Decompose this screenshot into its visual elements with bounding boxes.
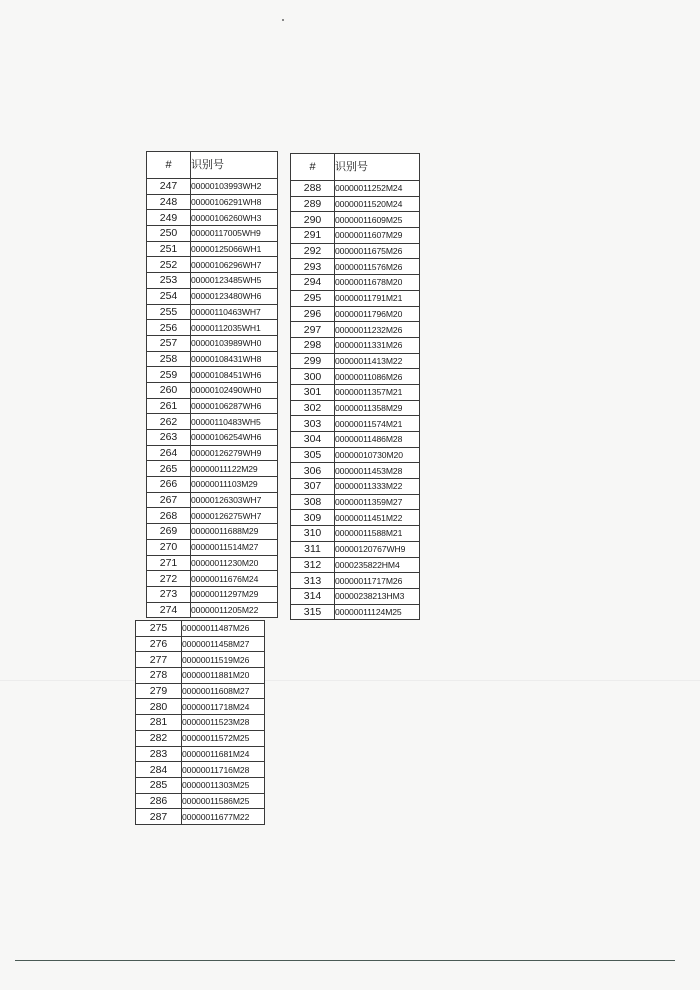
row-number: 254 (147, 288, 191, 304)
row-identifier: 00000102490WH0 (191, 382, 278, 398)
table-row (147, 477, 278, 493)
table-row (291, 369, 420, 385)
row-number: 249 (147, 210, 191, 226)
table-header-row (147, 152, 278, 179)
row-number: 286 (136, 793, 182, 809)
table-row (136, 699, 265, 715)
table-row (147, 571, 278, 587)
row-identifier: 00000103993WH2 (191, 179, 278, 195)
row-number: 282 (136, 730, 182, 746)
table-row (291, 479, 420, 495)
row-identifier: 00000117005WH9 (191, 226, 278, 242)
row-identifier: 00000011607M29 (335, 228, 420, 244)
table-row (147, 257, 278, 273)
row-number: 279 (136, 683, 182, 699)
row-number: 301 (291, 384, 335, 400)
row-identifier: 00000011678M20 (335, 275, 420, 291)
row-number: 258 (147, 351, 191, 367)
row-identifier: 00000108431WH8 (191, 351, 278, 367)
table-header-row (291, 154, 420, 181)
row-number: 305 (291, 447, 335, 463)
row-number: 262 (147, 414, 191, 430)
table-row (147, 414, 278, 430)
row-number: 252 (147, 257, 191, 273)
table-row (291, 510, 420, 526)
row-number: 290 (291, 212, 335, 228)
table-row (291, 416, 420, 432)
table-row (136, 621, 265, 637)
table-row (291, 353, 420, 369)
row-identifier: 00000011586M25 (182, 793, 265, 809)
row-identifier: 00000011520M24 (335, 196, 420, 212)
table-row (136, 793, 265, 809)
table-row (147, 320, 278, 336)
row-identifier: 00000011230M20 (191, 555, 278, 571)
table-row (147, 430, 278, 446)
row-number: 275 (136, 621, 182, 637)
table-row (291, 432, 420, 448)
row-identifier: 00000011716M28 (182, 762, 265, 778)
row-identifier: 00000011086M26 (335, 369, 420, 385)
row-number: 283 (136, 746, 182, 762)
row-identifier: 00000110463WH7 (191, 304, 278, 320)
table-row (147, 524, 278, 540)
row-identifier: 00000106260WH3 (191, 210, 278, 226)
table-row (136, 715, 265, 731)
row-identifier: 00000011451M22 (335, 510, 420, 526)
row-number: 299 (291, 353, 335, 369)
row-number: 291 (291, 228, 335, 244)
row-number: 274 (147, 602, 191, 618)
row-identifier: 00000123485WH5 (191, 273, 278, 289)
table-row (291, 400, 420, 416)
table-row (147, 226, 278, 242)
table-row (147, 382, 278, 398)
table-row (291, 196, 420, 212)
table-row (291, 259, 420, 275)
table-row (291, 573, 420, 589)
table-row (147, 194, 278, 210)
table-row (136, 777, 265, 793)
row-number: 259 (147, 367, 191, 383)
row-number: 273 (147, 586, 191, 602)
row-identifier: 00000011303M25 (182, 777, 265, 793)
row-identifier: 00000011688M29 (191, 524, 278, 540)
table-row (291, 604, 420, 620)
table-row (147, 398, 278, 414)
table-row (147, 335, 278, 351)
row-number: 268 (147, 508, 191, 524)
row-identifier: 00000106291WH8 (191, 194, 278, 210)
table-row (136, 809, 265, 825)
row-number: 292 (291, 243, 335, 259)
table-row (147, 508, 278, 524)
row-number: 313 (291, 573, 335, 589)
table-row (147, 288, 278, 304)
footer-rule (15, 960, 675, 961)
row-number: 309 (291, 510, 335, 526)
row-identifier: 00000110483WH5 (191, 414, 278, 430)
row-identifier: 00000011333M22 (335, 479, 420, 495)
row-identifier: 00000108451WH6 (191, 367, 278, 383)
row-number: 253 (147, 273, 191, 289)
row-identifier: 00000011608M27 (182, 683, 265, 699)
table-row (291, 243, 420, 259)
row-identifier: 00000123480WH6 (191, 288, 278, 304)
id-column-header: 识别号 (191, 152, 278, 179)
row-number: 289 (291, 196, 335, 212)
id-table-left (146, 151, 278, 618)
table-row (291, 228, 420, 244)
row-identifier: 00000011458M27 (182, 636, 265, 652)
table-row (147, 461, 278, 477)
row-identifier: 00000011796M20 (335, 306, 420, 322)
table-row (291, 181, 420, 197)
row-identifier: 00000011523M28 (182, 715, 265, 731)
row-number: 297 (291, 322, 335, 338)
row-number: 302 (291, 400, 335, 416)
row-number: 311 (291, 541, 335, 557)
table-row (291, 337, 420, 353)
row-number: 303 (291, 416, 335, 432)
row-identifier: 00000112035WH1 (191, 320, 278, 336)
row-number: 296 (291, 306, 335, 322)
row-number: 272 (147, 571, 191, 587)
table-row (291, 494, 420, 510)
table-row (147, 351, 278, 367)
table-row (136, 652, 265, 668)
table-row (291, 463, 420, 479)
row-identifier: 00000011676M24 (191, 571, 278, 587)
row-number: 300 (291, 369, 335, 385)
table-row (147, 445, 278, 461)
row-number: 284 (136, 762, 182, 778)
row-identifier: 00000011718M24 (182, 699, 265, 715)
row-number: 280 (136, 699, 182, 715)
table-row (291, 306, 420, 322)
row-identifier: 00000106254WH6 (191, 430, 278, 446)
row-identifier: 00000011453M28 (335, 463, 420, 479)
row-number: 295 (291, 290, 335, 306)
row-number: 257 (147, 335, 191, 351)
table-row (136, 636, 265, 652)
num-column-header: # (147, 152, 191, 179)
row-identifier: 00000011487M26 (182, 621, 265, 637)
row-identifier: 00000011486M28 (335, 432, 420, 448)
row-identifier: 00000011576M26 (335, 259, 420, 275)
id-table-left-continued (135, 620, 265, 825)
row-number: 251 (147, 241, 191, 257)
row-identifier: 00000011359M27 (335, 494, 420, 510)
scan-speck (282, 19, 284, 21)
row-identifier: 00000011514M27 (191, 539, 278, 555)
row-number: 312 (291, 557, 335, 573)
row-number: 256 (147, 320, 191, 336)
row-identifier: 00000103989WH0 (191, 335, 278, 351)
row-number: 293 (291, 259, 335, 275)
row-identifier: 00000010730M20 (335, 447, 420, 463)
row-identifier: 00000011791M21 (335, 290, 420, 306)
row-identifier: 00000120767WH9 (335, 541, 420, 557)
row-identifier: 00000106296WH7 (191, 257, 278, 273)
row-identifier: 00000011122M29 (191, 461, 278, 477)
row-identifier: 00000011232M26 (335, 322, 420, 338)
row-number: 263 (147, 430, 191, 446)
table-row (291, 588, 420, 604)
row-number: 281 (136, 715, 182, 731)
table-row (291, 322, 420, 338)
row-identifier: 00000011609M25 (335, 212, 420, 228)
row-number: 260 (147, 382, 191, 398)
row-identifier: 00000011413M22 (335, 353, 420, 369)
table-row (147, 586, 278, 602)
row-number: 285 (136, 777, 182, 793)
row-number: 271 (147, 555, 191, 571)
row-number: 314 (291, 588, 335, 604)
table-row (136, 668, 265, 684)
row-number: 261 (147, 398, 191, 414)
row-number: 288 (291, 181, 335, 197)
row-identifier: 00000106287WH6 (191, 398, 278, 414)
table-row (147, 555, 278, 571)
table-row (136, 730, 265, 746)
row-number: 307 (291, 479, 335, 495)
row-number: 266 (147, 477, 191, 493)
row-number: 247 (147, 179, 191, 195)
table-row (291, 212, 420, 228)
table-row (291, 447, 420, 463)
row-identifier: 00000011358M29 (335, 400, 420, 416)
table-row (291, 290, 420, 306)
id-table-right (290, 153, 420, 620)
row-identifier: 00000011574M21 (335, 416, 420, 432)
row-identifier: 00000011717M26 (335, 573, 420, 589)
row-number: 278 (136, 668, 182, 684)
table-row (136, 762, 265, 778)
row-number: 248 (147, 194, 191, 210)
fold-line (0, 680, 700, 681)
row-identifier: 00000011357M21 (335, 384, 420, 400)
row-identifier: 00000126275WH7 (191, 508, 278, 524)
row-identifier: 00000011103M29 (191, 477, 278, 493)
row-identifier: 00000011519M26 (182, 652, 265, 668)
row-number: 287 (136, 809, 182, 825)
row-number: 304 (291, 432, 335, 448)
table-row (291, 541, 420, 557)
row-number: 306 (291, 463, 335, 479)
table-row (147, 304, 278, 320)
row-identifier: 00000011252M24 (335, 181, 420, 197)
row-identifier: 00000126279WH9 (191, 445, 278, 461)
table-row (291, 384, 420, 400)
row-identifier: 00000011588M21 (335, 526, 420, 542)
row-number: 250 (147, 226, 191, 242)
row-identifier: 00000011681M24 (182, 746, 265, 762)
table-row (291, 557, 420, 573)
row-number: 265 (147, 461, 191, 477)
row-identifier: 00000011572M25 (182, 730, 265, 746)
table-row (147, 273, 278, 289)
row-identifier: 00000238213HM3 (335, 588, 420, 604)
row-number: 315 (291, 604, 335, 620)
table-row (136, 746, 265, 762)
row-identifier: 00000126303WH7 (191, 492, 278, 508)
row-identifier: 00000125066WH1 (191, 241, 278, 257)
row-identifier: 0000235822HM4 (335, 557, 420, 573)
row-identifier: 00000011331M26 (335, 337, 420, 353)
row-number: 264 (147, 445, 191, 461)
row-identifier: 00000011205M22 (191, 602, 278, 618)
row-number: 269 (147, 524, 191, 540)
num-column-header: # (291, 154, 335, 181)
row-number: 270 (147, 539, 191, 555)
table-row (147, 179, 278, 195)
table-row (147, 539, 278, 555)
row-identifier: 00000011297M29 (191, 586, 278, 602)
table-row (136, 683, 265, 699)
row-number: 308 (291, 494, 335, 510)
row-number: 310 (291, 526, 335, 542)
table-row (147, 602, 278, 618)
table-row (147, 492, 278, 508)
table-row (147, 210, 278, 226)
row-number: 267 (147, 492, 191, 508)
id-column-header: 识别号 (335, 154, 420, 181)
row-identifier: 00000011124M25 (335, 604, 420, 620)
row-identifier: 00000011675M26 (335, 243, 420, 259)
row-identifier: 00000011881M20 (182, 668, 265, 684)
row-identifier: 00000011677M22 (182, 809, 265, 825)
table-row (291, 275, 420, 291)
row-number: 294 (291, 275, 335, 291)
table-row (147, 241, 278, 257)
table-row (147, 367, 278, 383)
row-number: 298 (291, 337, 335, 353)
table-row (291, 526, 420, 542)
row-number: 276 (136, 636, 182, 652)
row-number: 277 (136, 652, 182, 668)
row-number: 255 (147, 304, 191, 320)
